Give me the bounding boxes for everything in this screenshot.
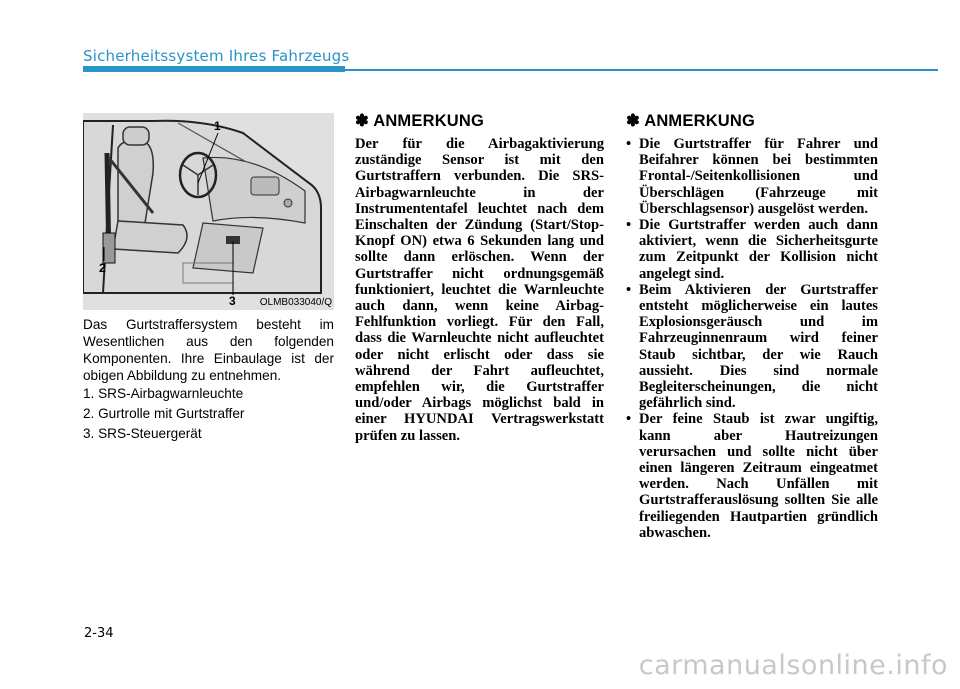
list-item bbox=[626, 282, 878, 412]
bullet-text: Der feine Staub ist zwar ungiftig, kann aber Hautreizungen verursachen und sollte nicht über einen längeren Zeitraum eingeatmet werden. Nach Unfällen mit Gurtstrafferauslösung sollten Sie alle freiliegenden Hautpartien gründlich abwaschen. bbox=[639, 411, 878, 541]
note-heading: ✽ ANMERKUNG bbox=[626, 112, 756, 130]
bullet-icon: • bbox=[626, 411, 632, 428]
page-number: 2-34 bbox=[84, 626, 114, 641]
bullet-text: Beim Aktivieren der Gurtstraffer entsteht möglicherweise ein lautes Explosionsgeräusch und im Fahrzeuginnenraum wird feiner Staub sichtbar, der wie Rauch aussieht. Dies sind normale Begleiterscheinungen, die nicht gefährlich sind. bbox=[639, 281, 878, 412]
component-list bbox=[83, 384, 334, 444]
list-item: 3. SRS-Steuergerät bbox=[83, 426, 202, 441]
header-rule bbox=[345, 69, 938, 71]
section-title: Sicherheitssystem Ihres Fahrzeugs bbox=[83, 47, 350, 65]
note-bullet-list bbox=[626, 136, 878, 541]
bullet-icon: • bbox=[626, 281, 632, 298]
bullet-text: Die Gurtstraffer für Fahrer und Beifahrer können bei bestimmten Frontal-/Seitenkollisionen und Überschlägen (Fahrzeuge mit Überschlagsensor) ausgelöst werden. bbox=[639, 136, 878, 217]
bullet-text: Die Gurtstraffer werden auch dann aktiviert, wenn die Sicherheitsgurte zum Zeitpunkt der Kollision nicht angelegt sind. bbox=[639, 217, 878, 282]
list-item bbox=[626, 217, 878, 282]
list-item bbox=[626, 411, 878, 541]
note-body: Der für die Airbagaktivierung zuständige Sensor ist mit den Gurtstraffern verbunden. Die SRS-Airbagwarnleuchte in der Instrumententafel leuchtet nach dem Einschalten der Zündung (Start/Stop-Knopf ON) etwa 6 Sekunden lang und sollte dann erlöschen. Wenn der Gurtstraffer nicht ordnungsgemäß funktioniert, leuchtet die Warnleuchte auch dann, wenn keine Airbag-Fehlfunktion vorliegt. Für den Fall, dass die Warnleuchte nicht aufleuchtet oder nicht erlischt oder dass sie während der Fahrt aufleuchtet, empfehlen wir, die Gurtstraffer und/oder Airbags möglichst bald in einer HYUNDAI Vertragswerkstatt prüfen zu lassen. bbox=[355, 136, 604, 444]
list-item: 2. Gurtrolle mit Gurtstraffer bbox=[83, 406, 245, 421]
car-interior-drawing bbox=[83, 113, 334, 310]
header-rule-accent bbox=[83, 66, 345, 72]
list-item bbox=[626, 136, 878, 217]
callout-1: 1 bbox=[214, 119, 221, 133]
figure-code: OLMB033040/Q bbox=[259, 297, 332, 308]
intro-paragraph: Das Gurtstraffersystem besteht im Wesentlichen aus den folgenden Komponenten. Ihre Einbaulage ist der obigen Abbildung zu entnehmen. bbox=[83, 317, 334, 383]
car-interior-illustration bbox=[83, 113, 334, 310]
list-item: 1. SRS-Airbagwarnleuchte bbox=[83, 386, 244, 401]
callout-3: 3 bbox=[229, 294, 236, 308]
note-heading: ✽ ANMERKUNG bbox=[355, 112, 485, 130]
watermark: carmanualsonline.info bbox=[638, 650, 948, 681]
bullet-icon: • bbox=[626, 136, 632, 152]
callout-2: 2 bbox=[99, 261, 106, 275]
bullet-icon: • bbox=[626, 217, 632, 234]
